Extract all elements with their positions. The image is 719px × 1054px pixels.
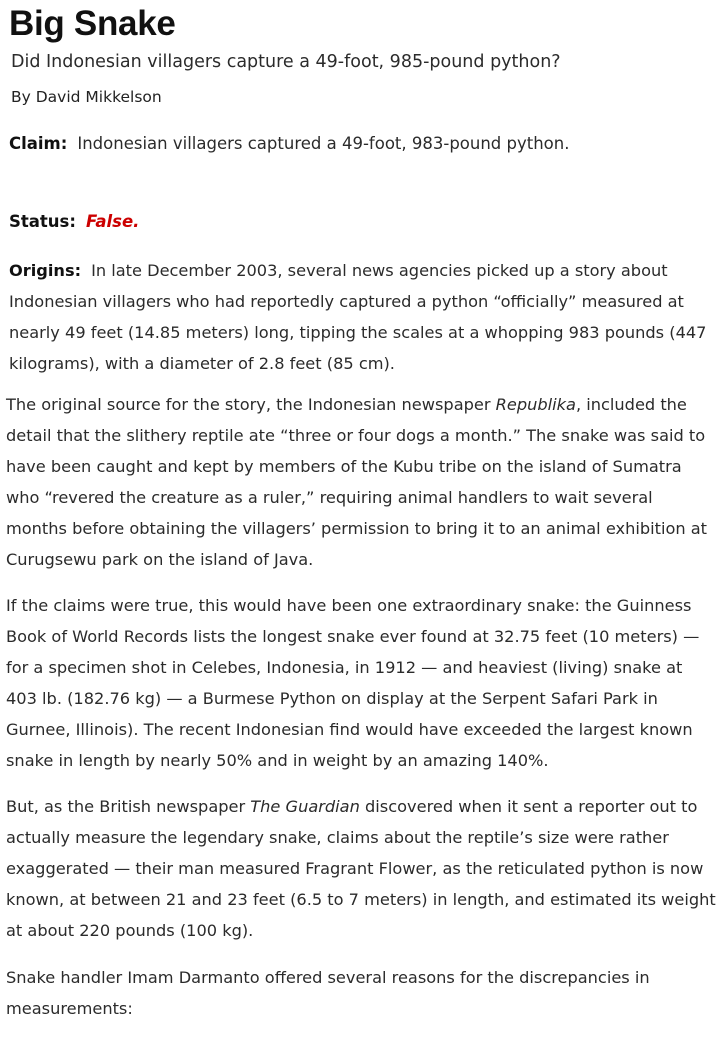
status-value: False. [85, 212, 140, 231]
author-byline: By David Mikkelson [11, 88, 162, 106]
newspaper-name: The Guardian [250, 797, 360, 816]
text-span: , included the [575, 395, 687, 414]
status-line [9, 212, 139, 231]
origins-line: nearly 49 feet (14.85 meters) long, tipping the scales at a whopping 983 pounds (447 [9, 323, 707, 342]
article-subtitle: Did Indonesian villagers capture a 49-foot, 985-pound python? [11, 52, 561, 72]
paragraph-line: who “revered the creature as a ruler,” requiring animal handlers to wait several [6, 488, 653, 507]
paragraph-guardian [6, 791, 716, 946]
origins-text: In late December 2003, several news agencies picked up a story about [91, 261, 668, 280]
paragraph-line: Gurnee, Illinois). The recent Indonesian find would have exceeded the largest known [6, 720, 693, 739]
claim-label: Claim: [9, 134, 68, 153]
origins-label: Origins: [9, 261, 82, 280]
paragraph-line: months before obtaining the villagers’ permission to bring it to an animal exhibition at [6, 519, 708, 538]
paragraph-line: actually measure the legendary snake, claims about the reptile’s size were rather [6, 828, 669, 847]
paragraph-line: known, at between 21 and 23 feet (6.5 to 7 meters) in length, and estimated its weight [6, 890, 716, 909]
newspaper-name: Republika [495, 395, 576, 414]
paragraph-line: If the claims were true, this would have been one extraordinary snake: the Guinness [6, 596, 692, 615]
paragraph-line: snake in length by nearly 50% and in weight by an amazing 140%. [6, 751, 549, 770]
text-span: But, as the British newspaper [6, 797, 251, 816]
paragraph-source [6, 389, 707, 575]
paragraph-line: exaggerated — their man measured Fragrant Flower, as the reticulated python is now [6, 859, 704, 878]
claim-line [9, 134, 569, 153]
paragraph-line: for a specimen shot in Celebes, Indonesia, in 1912 — and heaviest (living) snake at [6, 658, 683, 677]
paragraph-line: Curugsewu park on the island of Java. [6, 550, 314, 569]
claim-text: Indonesian villagers captured a 49-foot, 983-pound python. [77, 134, 570, 153]
paragraph-line: measurements: [6, 999, 133, 1018]
paragraph-line: Book of World Records lists the longest snake ever found at 32.75 feet (10 meters) — [6, 627, 700, 646]
text-span: discovered when it sent a reporter out to [359, 797, 698, 816]
article-title: Big Snake [9, 4, 176, 43]
paragraph-handler [6, 962, 650, 1024]
paragraph-line [6, 791, 716, 822]
status-label: Status: [9, 212, 76, 231]
text-span: The original source for the story, the Indonesian newspaper [6, 395, 496, 414]
paragraph-line: have been caught and kept by members of the Kubu tribe on the island of Sumatra [6, 457, 682, 476]
paragraph-line: Snake handler Imam Darmanto offered several reasons for the discrepancies in [6, 968, 650, 987]
paragraph-line: detail that the slithery reptile ate “three or four dogs a month.” The snake was said to [6, 426, 706, 445]
paragraph-line: at about 220 pounds (100 kg). [6, 921, 254, 940]
origins-line [9, 255, 706, 286]
paragraph-line [6, 389, 707, 420]
paragraph-records [6, 590, 699, 776]
origins-line: Indonesian villagers who had reportedly captured a python “officially” measured at [9, 292, 684, 311]
origins-paragraph [9, 255, 706, 379]
paragraph-line: 403 lb. (182.76 kg) — a Burmese Python on display at the Serpent Safari Park in [6, 689, 658, 708]
origins-line: kilograms), with a diameter of 2.8 feet (85 cm). [9, 354, 395, 373]
